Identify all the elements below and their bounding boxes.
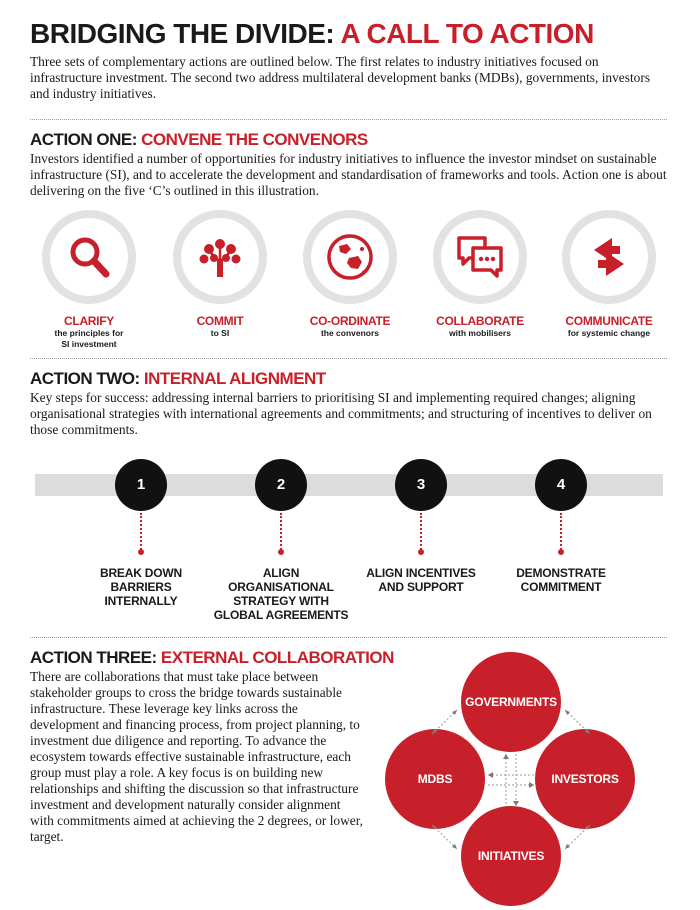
- action-three-body: There are collaborations that must take place between stakeholder groups to cross the bridge towards sustainable infrastructure. These leverage key links across the development and financing process, from project planning, to investment due diligence and reporting. To advance the ecosystem towards effective sustainable infrastructure, each group must play a role. A key focus is on building new relationships and shifting the discussion so that infrastructure investment and development naturally consider alignment with commitments aimed at achieving the 2 degrees, or lower, target.: [30, 669, 364, 844]
- communicate-sub-1: for systemic change: [567, 328, 651, 338]
- initiatives-circle: INITIATIVES: [461, 806, 561, 906]
- arrow-mdbs-initiatives: [432, 825, 457, 849]
- step-2-dot: [278, 549, 284, 555]
- step-4-circle: 4: [535, 459, 587, 511]
- title-part-red: A CALL TO ACTION: [340, 18, 594, 49]
- step-4-connector: [560, 513, 562, 550]
- action-one-body: Investors identified a number of opportunities for industry initiatives to influence the investor mindset on sustainable infrastructure (SI), and to accelerate the development and standardisation of frameworks and tools. Action one is about delivering on the five ‘C’s outlined in this illustration.: [30, 151, 667, 198]
- section-divider: [30, 119, 667, 120]
- title-part-black: BRIDGING THE DIVIDE:: [30, 18, 341, 49]
- clarify-circle: [42, 210, 136, 304]
- step-4-label: [491, 566, 631, 594]
- step-4-dot: [558, 549, 564, 555]
- collaborate-label: [415, 314, 545, 339]
- mdbs-circle: MDBS: [385, 729, 485, 829]
- step-4-line-2: COMMITMENT: [520, 580, 602, 594]
- communicate-label: [544, 314, 674, 339]
- step-3-line-1: ALIGN INCENTIVES: [366, 566, 476, 580]
- clarify-sub-1: the principles for: [54, 328, 124, 338]
- action-two-title: INTERNAL ALIGNMENT: [143, 369, 326, 388]
- communicate-circle: [562, 210, 656, 304]
- arrow-gov-investors: [565, 710, 590, 734]
- section-divider: [30, 358, 667, 359]
- section-divider: [30, 637, 667, 638]
- page-title: [30, 18, 594, 50]
- clarify-sub-2: SI investment: [61, 339, 117, 349]
- clarify-label: [24, 314, 154, 350]
- step-2-line-4: GLOBAL AGREEMENTS: [213, 608, 349, 622]
- arrow-gov-mdbs: [432, 710, 457, 734]
- commit-circle: [173, 210, 267, 304]
- co-ordinate-sub-1: the convenors: [320, 328, 380, 338]
- step-1-circle: 1: [115, 459, 167, 511]
- investors-circle: INVESTORS: [535, 729, 635, 829]
- step-3-dot: [418, 549, 424, 555]
- chat-icon: [455, 232, 505, 282]
- action-three-prefix: ACTION THREE:: [30, 648, 161, 667]
- step-3-connector: [420, 513, 422, 550]
- co-ordinate-label: [285, 314, 415, 339]
- step-1-line-3: INTERNALLY: [104, 594, 178, 608]
- co-ordinate-title: CO-ORDINATE: [309, 314, 391, 328]
- action-one-heading: [30, 130, 368, 150]
- step-2-line-2: ORGANISATIONAL: [228, 580, 334, 594]
- step-3-line-2: AND SUPPORT: [378, 580, 464, 594]
- action-two-heading: [30, 369, 326, 389]
- step-1-line-1: BREAK DOWN: [100, 566, 182, 580]
- action-one-title: CONVENE THE CONVENORS: [141, 130, 368, 149]
- exchange-arrows-icon: [584, 232, 634, 282]
- step-2-line-3: STRATEGY WITH: [233, 594, 329, 608]
- step-1-dot: [138, 549, 144, 555]
- collaborate-sub-1: with mobilisers: [449, 328, 511, 338]
- communicate-title: COMMUNICATE: [565, 314, 653, 328]
- step-3-circle: 3: [395, 459, 447, 511]
- step-1-connector: [140, 513, 142, 550]
- commit-sub-1: to SI: [210, 328, 230, 338]
- collaborate-title: COLLABORATE: [436, 314, 524, 328]
- globe-icon: [325, 232, 375, 282]
- clarify-title: CLARIFY: [64, 314, 114, 328]
- action-two-body: Key steps for success: addressing internal barriers to prioritising SI and implementing required changes; aligning organisational strategies with international agreements and commitments; and structuring of incentives to deliver on those commitments.: [30, 390, 652, 437]
- step-2-label: [211, 566, 351, 622]
- connector-arrows: [380, 650, 670, 908]
- step-4-line-1: DEMONSTRATE: [516, 566, 606, 580]
- commit-label: [155, 314, 285, 339]
- arrow-investors-initiatives: [565, 825, 590, 849]
- action-three-title: EXTERNAL COLLABORATION: [160, 648, 394, 667]
- step-2-connector: [280, 513, 282, 550]
- step-3-label: [351, 566, 491, 594]
- intro-paragraph: Three sets of complementary actions are outlined below. The first relates to industry initiatives focused on infrastructure investment. The second two address multilateral development banks (MDBs), governments, investors and industry initiatives.: [30, 54, 651, 101]
- step-2-line-1: ALIGN: [262, 566, 300, 580]
- collaborate-circle: [433, 210, 527, 304]
- governments-circle: GOVERNMENTS: [461, 652, 561, 752]
- tree-icon: [195, 232, 245, 282]
- magnifier-icon: [64, 232, 114, 282]
- co-ordinate-circle: [303, 210, 397, 304]
- step-1-label: [71, 566, 211, 608]
- step-2-circle: 2: [255, 459, 307, 511]
- action-two-prefix: ACTION TWO:: [30, 369, 144, 388]
- action-one-prefix: ACTION ONE:: [30, 130, 142, 149]
- action-three-heading: [30, 648, 394, 668]
- commit-title: COMMIT: [196, 314, 244, 328]
- step-1-line-2: BARRIERS: [110, 580, 172, 594]
